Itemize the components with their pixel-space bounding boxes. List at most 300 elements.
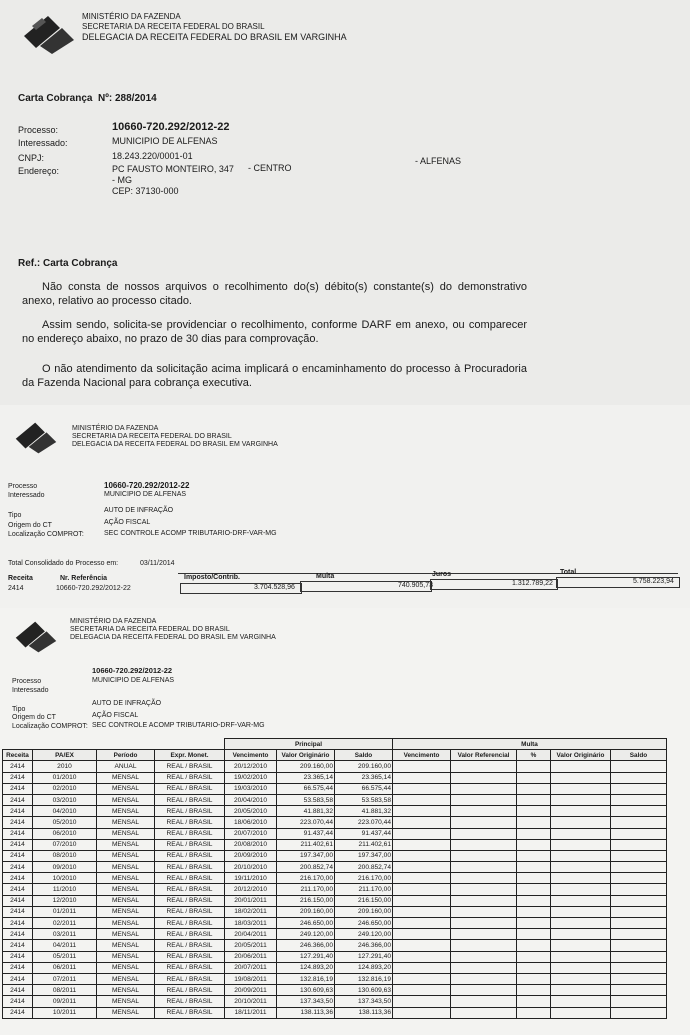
- cell-vencimento: 20/10/2011: [225, 996, 277, 1007]
- paragraph-3: O não atendimento da solicitação acima implicará o encaminhamento do processo à Procuradoria da Fazenda Nacional para cobrança executiva.: [22, 363, 527, 389]
- cell-pa-ex: 07/2010: [33, 839, 97, 850]
- cell-empty: [393, 772, 451, 783]
- cell-empty: [393, 761, 451, 772]
- cell-receita: 2414: [3, 873, 33, 884]
- interested-label: Interessado: [12, 687, 49, 694]
- table-row: [3, 828, 667, 839]
- cell-empty: [551, 996, 611, 1007]
- cell-receita: 2414: [3, 895, 33, 906]
- cell-empty: [393, 996, 451, 1007]
- cell-pa-ex: 03/2011: [33, 929, 97, 940]
- cell-empty: [551, 873, 611, 884]
- cell-expr-monet: REAL / BRASIL: [155, 996, 225, 1007]
- cell-empty: [451, 873, 517, 884]
- cell-saldo: 53.583,58: [335, 794, 393, 805]
- cell-empty: [451, 862, 517, 873]
- cell-empty: [451, 761, 517, 772]
- cell-receita: 2414: [3, 772, 33, 783]
- cell-saldo: 249.120,00: [335, 929, 393, 940]
- cell-pa-ex: 09/2011: [33, 996, 97, 1007]
- cell-empty: [451, 884, 517, 895]
- cell-empty: [451, 940, 517, 951]
- group-principal: Principal: [225, 739, 393, 750]
- cell-empty: [551, 828, 611, 839]
- table-header-row: [3, 750, 667, 761]
- table-row: [3, 918, 667, 929]
- cell-empty: [551, 884, 611, 895]
- cell-saldo: 137.343,50: [335, 996, 393, 1007]
- cell-empty: [611, 895, 667, 906]
- table-row: [3, 962, 667, 973]
- ministry-logo-icon: [22, 14, 76, 56]
- cell-expr-monet: REAL / BRASIL: [155, 839, 225, 850]
- cell-vencimento: 20/09/2011: [225, 985, 277, 996]
- location-label: Localização COMPROT:: [8, 531, 84, 538]
- table-row: [3, 906, 667, 917]
- type-value: AUTO DE INFRAÇÃO: [92, 700, 162, 707]
- cell-periodo: MENSAL: [97, 940, 155, 951]
- col-multa-valor-originario: Valor Originário: [551, 750, 611, 761]
- cell-periodo: MENSAL: [97, 985, 155, 996]
- cell-empty: [451, 962, 517, 973]
- col-receita: Receita: [3, 750, 33, 761]
- cell-empty: [451, 1007, 517, 1018]
- cell-empty: [611, 828, 667, 839]
- cell-pa-ex: 04/2010: [33, 806, 97, 817]
- cell-empty: [451, 828, 517, 839]
- cell-valor-originario: 216.150,00: [277, 895, 335, 906]
- address-state: - MG: [112, 175, 132, 185]
- cell-expr-monet: REAL / BRASIL: [155, 862, 225, 873]
- table-row: [3, 817, 667, 828]
- cell-receita: 2414: [3, 929, 33, 940]
- table-row: [3, 996, 667, 1007]
- cell-expr-monet: REAL / BRASIL: [155, 929, 225, 940]
- table-row: [3, 985, 667, 996]
- cell-empty: [451, 906, 517, 917]
- process-label: Processo: [12, 678, 42, 685]
- cell-empty: [611, 985, 667, 996]
- cell-empty: [393, 918, 451, 929]
- cell-empty: [611, 906, 667, 917]
- col-percent: %: [517, 750, 551, 761]
- col-receita: Receita: [8, 575, 33, 582]
- cell-vencimento: 20/12/2010: [225, 761, 277, 772]
- cell-empty: [611, 783, 667, 794]
- cell-valor-originario: 130.609,63: [277, 985, 335, 996]
- table-row: [3, 850, 667, 861]
- cell-valor-originario: 138.113,36: [277, 1007, 335, 1018]
- cell-periodo: MENSAL: [97, 862, 155, 873]
- cell-periodo: MENSAL: [97, 783, 155, 794]
- ministry-name: MINISTÉRIO DA FAZENDA: [72, 425, 159, 432]
- cell-expr-monet: REAL / BRASIL: [155, 918, 225, 929]
- cell-empty: [551, 973, 611, 984]
- cell-pa-ex: 2010: [33, 761, 97, 772]
- cell-empty: [611, 873, 667, 884]
- cell-empty: [551, 862, 611, 873]
- address-city: - ALFENAS: [415, 156, 462, 166]
- col-multa-vencimento: Vencimento: [393, 750, 451, 761]
- cell-valor-originario: 246.650,00: [277, 918, 335, 929]
- table-row: [3, 929, 667, 940]
- cell-periodo: MENSAL: [97, 895, 155, 906]
- cell-expr-monet: REAL / BRASIL: [155, 940, 225, 951]
- cell-empty: [517, 951, 551, 962]
- cell-periodo: MENSAL: [97, 839, 155, 850]
- process-label: Processo:: [18, 125, 59, 135]
- cell-empty: [611, 996, 667, 1007]
- cell-receita: 2414: [3, 806, 33, 817]
- process-number: 10660-720.292/2012-22: [92, 666, 173, 675]
- cell-pa-ex: 09/2010: [33, 862, 97, 873]
- cell-valor-originario: 132.816,19: [277, 973, 335, 984]
- cell-valor-originario: 209.160,00: [277, 761, 335, 772]
- cell-receita: 2414: [3, 839, 33, 850]
- process-number: 10660-720.292/2012-22: [112, 121, 230, 133]
- cell-pa-ex: 11/2010: [33, 884, 97, 895]
- cell-periodo: MENSAL: [97, 884, 155, 895]
- cell-empty: [517, 828, 551, 839]
- cell-expr-monet: REAL / BRASIL: [155, 951, 225, 962]
- table-row: [3, 940, 667, 951]
- cell-empty: [517, 918, 551, 929]
- cell-empty: [393, 973, 451, 984]
- receita-value: 2414: [8, 585, 24, 592]
- imposto-value: 3.704.528,96: [254, 584, 295, 591]
- cell-empty: [517, 895, 551, 906]
- cell-saldo: 211.170,00: [335, 884, 393, 895]
- cell-empty: [551, 783, 611, 794]
- cell-pa-ex: 08/2011: [33, 985, 97, 996]
- cell-saldo: 216.170,00: [335, 873, 393, 884]
- cell-empty: [611, 839, 667, 850]
- cell-empty: [451, 839, 517, 850]
- cell-saldo: 211.402,61: [335, 839, 393, 850]
- cell-empty: [451, 996, 517, 1007]
- cell-pa-ex: 01/2011: [33, 906, 97, 917]
- cell-empty: [517, 973, 551, 984]
- cell-vencimento: 20/06/2011: [225, 951, 277, 962]
- location-label: Localização COMPROT:: [12, 723, 88, 730]
- cell-valor-originario: 211.402,61: [277, 839, 335, 850]
- cell-vencimento: 18/06/2010: [225, 817, 277, 828]
- referencia-value: 10660-720.292/2012-22: [56, 585, 131, 592]
- cell-empty: [551, 929, 611, 940]
- type-label: Tipo: [12, 706, 26, 713]
- cell-receita: 2414: [3, 996, 33, 1007]
- cell-empty: [393, 895, 451, 906]
- cell-expr-monet: REAL / BRASIL: [155, 772, 225, 783]
- cell-empty: [393, 783, 451, 794]
- group-spacer: [3, 739, 225, 750]
- origin-label: Origem do CT: [8, 522, 52, 529]
- col-valor-referencial: Valor Referencial: [451, 750, 517, 761]
- cell-expr-monet: REAL / BRASIL: [155, 828, 225, 839]
- cell-empty: [551, 1007, 611, 1018]
- cell-empty: [451, 772, 517, 783]
- address-cep: CEP: 37130-000: [112, 186, 179, 196]
- cell-vencimento: 20/04/2010: [225, 794, 277, 805]
- cell-receita: 2414: [3, 985, 33, 996]
- cell-saldo: 216.150,00: [335, 895, 393, 906]
- cell-empty: [393, 962, 451, 973]
- cell-valor-originario: 91.437,44: [277, 828, 335, 839]
- cell-empty: [517, 806, 551, 817]
- cell-empty: [517, 772, 551, 783]
- cell-receita: 2414: [3, 862, 33, 873]
- multa-value: 740.905,73: [398, 582, 434, 589]
- col-referencia: Nr. Referência: [60, 575, 108, 582]
- cell-pa-ex: 01/2010: [33, 772, 97, 783]
- delegacy-name: DELEGACIA DA RECEITA FEDERAL DO BRASIL EM VARGINHA: [82, 32, 347, 42]
- cell-empty: [611, 850, 667, 861]
- cell-receita: 2414: [3, 940, 33, 951]
- cell-empty: [611, 794, 667, 805]
- cell-vencimento: 20/08/2010: [225, 839, 277, 850]
- cell-saldo: 127.291,40: [335, 951, 393, 962]
- cell-vencimento: 20/05/2011: [225, 940, 277, 951]
- cell-valor-originario: 66.575,44: [277, 783, 335, 794]
- ministry-name: MINISTÉRIO DA FAZENDA: [70, 618, 157, 625]
- table-row: [3, 783, 667, 794]
- cell-vencimento: 20/01/2011: [225, 895, 277, 906]
- cell-receita: 2414: [3, 906, 33, 917]
- cell-valor-originario: 216.170,00: [277, 873, 335, 884]
- cell-periodo: MENSAL: [97, 906, 155, 917]
- cell-empty: [611, 973, 667, 984]
- type-label: Tipo: [8, 512, 22, 519]
- cell-expr-monet: REAL / BRASIL: [155, 906, 225, 917]
- letter-header: [82, 12, 347, 42]
- cell-empty: [451, 783, 517, 794]
- cell-vencimento: 20/10/2010: [225, 862, 277, 873]
- cell-pa-ex: 05/2011: [33, 951, 97, 962]
- cell-empty: [611, 929, 667, 940]
- cell-empty: [551, 850, 611, 861]
- secretariat-name: SECRETARIA DA RECEITA FEDERAL DO BRASIL: [70, 626, 230, 633]
- cell-empty: [611, 951, 667, 962]
- group-multa: Multa: [393, 739, 667, 750]
- cnpj-label: CNPJ:: [18, 153, 45, 163]
- cell-vencimento: 20/07/2011: [225, 962, 277, 973]
- cell-empty: [517, 850, 551, 861]
- cell-empty: [517, 794, 551, 805]
- cell-empty: [393, 817, 451, 828]
- cell-expr-monet: REAL / BRASIL: [155, 850, 225, 861]
- table-row: [3, 895, 667, 906]
- col-valor-originario: Valor Originário: [277, 750, 335, 761]
- ministry-name: MINISTÉRIO DA FAZENDA: [82, 12, 181, 21]
- cell-empty: [551, 906, 611, 917]
- cell-pa-ex: 06/2010: [33, 828, 97, 839]
- cell-receita: 2414: [3, 962, 33, 973]
- cell-empty: [517, 862, 551, 873]
- cell-pa-ex: 04/2011: [33, 940, 97, 951]
- cell-empty: [551, 895, 611, 906]
- cell-vencimento: 20/09/2010: [225, 850, 277, 861]
- cell-empty: [517, 929, 551, 940]
- address-street: PC FAUSTO MONTEIRO, 347: [112, 164, 234, 174]
- cnpj-value: 18.243.220/0001-01: [112, 151, 193, 161]
- cell-periodo: MENSAL: [97, 918, 155, 929]
- cell-empty: [611, 918, 667, 929]
- cell-empty: [611, 772, 667, 783]
- cell-expr-monet: REAL / BRASIL: [155, 962, 225, 973]
- reference-line: Ref.: Carta Cobrança: [18, 258, 118, 269]
- ministry-logo-icon: [14, 620, 58, 654]
- cell-empty: [551, 951, 611, 962]
- origin-value: AÇÃO FISCAL: [92, 712, 139, 719]
- cell-valor-originario: 246.366,00: [277, 940, 335, 951]
- cell-empty: [393, 940, 451, 951]
- cell-empty: [393, 794, 451, 805]
- cell-empty: [451, 895, 517, 906]
- cell-saldo: 23.365,14: [335, 772, 393, 783]
- letter-page: [0, 0, 690, 405]
- process-number: 10660-720.292/2012-22: [104, 481, 190, 490]
- type-value: AUTO DE INFRAÇÃO: [104, 507, 174, 514]
- cell-periodo: MENSAL: [97, 794, 155, 805]
- cell-receita: 2414: [3, 1007, 33, 1018]
- table-row: [3, 794, 667, 805]
- cell-empty: [551, 839, 611, 850]
- cell-empty: [611, 884, 667, 895]
- col-imposto: Imposto/Contrib.: [184, 574, 240, 581]
- cell-empty: [517, 761, 551, 772]
- cell-periodo: MENSAL: [97, 996, 155, 1007]
- cell-empty: [551, 794, 611, 805]
- cell-saldo: 130.609,63: [335, 985, 393, 996]
- cell-empty: [451, 850, 517, 861]
- cell-valor-originario: 223.070,44: [277, 817, 335, 828]
- cell-empty: [451, 951, 517, 962]
- process-label: Processo: [8, 483, 38, 490]
- interested-name: MUNICIPIO DE ALFENAS: [92, 677, 175, 684]
- cell-periodo: MENSAL: [97, 873, 155, 884]
- location-value: SEC CONTROLE ACOMP TRIBUTARIO-DRF-VAR-MG: [92, 722, 265, 729]
- cell-periodo: MENSAL: [97, 962, 155, 973]
- cell-empty: [393, 873, 451, 884]
- cell-empty: [551, 772, 611, 783]
- cell-empty: [393, 862, 451, 873]
- cell-empty: [451, 973, 517, 984]
- detail-header: [70, 618, 276, 642]
- cell-empty: [517, 839, 551, 850]
- cell-saldo: 41.881,32: [335, 806, 393, 817]
- cell-empty: [611, 806, 667, 817]
- cell-valor-originario: 200.852,74: [277, 862, 335, 873]
- cell-saldo: 246.366,00: [335, 940, 393, 951]
- col-pa-ex: PA/EX: [33, 750, 97, 761]
- juros-value: 1.312.789,22: [512, 580, 553, 587]
- location-value: SEC CONTROLE ACOMP TRIBUTARIO-DRF-VAR-MG: [104, 530, 277, 537]
- cell-periodo: MENSAL: [97, 929, 155, 940]
- cell-empty: [517, 783, 551, 794]
- cell-valor-originario: 53.583,58: [277, 794, 335, 805]
- cell-valor-originario: 124.893,20: [277, 962, 335, 973]
- cell-valor-originario: 197.347,00: [277, 850, 335, 861]
- cell-empty: [393, 850, 451, 861]
- secretariat-name: SECRETARIA DA RECEITA FEDERAL DO BRASIL: [82, 22, 265, 31]
- cell-periodo: MENSAL: [97, 817, 155, 828]
- cell-empty: [517, 873, 551, 884]
- cell-empty: [517, 817, 551, 828]
- detail-page: [0, 608, 690, 1035]
- col-multa-saldo: Saldo: [611, 750, 667, 761]
- table-body: [3, 761, 667, 1018]
- cell-pa-ex: 12/2010: [33, 895, 97, 906]
- letter-number: Nº: 288/2014: [98, 93, 157, 104]
- table-row: [3, 873, 667, 884]
- cell-empty: [517, 906, 551, 917]
- col-vencimento: Vencimento: [225, 750, 277, 761]
- col-total: Total: [560, 569, 577, 576]
- cell-expr-monet: REAL / BRASIL: [155, 973, 225, 984]
- col-saldo: Saldo: [335, 750, 393, 761]
- cell-vencimento: 18/11/2011: [225, 1007, 277, 1018]
- cell-empty: [611, 1007, 667, 1018]
- delegacy-name: DELEGACIA DA RECEITA FEDERAL DO BRASIL EM VARGINHA: [70, 634, 276, 641]
- cell-empty: [393, 828, 451, 839]
- cell-vencimento: 19/08/2011: [225, 973, 277, 984]
- total-value: 5.758.223,94: [633, 578, 674, 585]
- col-juros: Juros: [432, 571, 452, 578]
- cell-empty: [517, 940, 551, 951]
- cell-expr-monet: REAL / BRASIL: [155, 873, 225, 884]
- cell-receita: 2414: [3, 884, 33, 895]
- cell-periodo: MENSAL: [97, 850, 155, 861]
- summary-header: [72, 425, 278, 449]
- cell-empty: [451, 918, 517, 929]
- cell-saldo: 132.816,19: [335, 973, 393, 984]
- cell-valor-originario: 23.365,14: [277, 772, 335, 783]
- cell-empty: [611, 962, 667, 973]
- cell-pa-ex: 05/2010: [33, 817, 97, 828]
- cell-empty: [451, 985, 517, 996]
- ministry-logo-icon: [14, 421, 58, 455]
- cell-empty: [451, 794, 517, 805]
- cell-saldo: 209.160,00: [335, 761, 393, 772]
- cell-periodo: MENSAL: [97, 772, 155, 783]
- cell-empty: [551, 817, 611, 828]
- cell-receita: 2414: [3, 828, 33, 839]
- cell-saldo: 124.893,20: [335, 962, 393, 973]
- col-periodo: Período: [97, 750, 155, 761]
- cell-receita: 2414: [3, 918, 33, 929]
- address-district: - CENTRO: [248, 163, 292, 173]
- cell-valor-originario: 127.291,40: [277, 951, 335, 962]
- cell-expr-monet: REAL / BRASIL: [155, 1007, 225, 1018]
- cell-vencimento: 18/03/2011: [225, 918, 277, 929]
- interested-name: MUNICIPIO DE ALFENAS: [104, 491, 187, 498]
- cell-periodo: MENSAL: [97, 973, 155, 984]
- origin-label: Origem do CT: [12, 714, 56, 721]
- cell-pa-ex: 10/2010: [33, 873, 97, 884]
- cell-saldo: 91.437,44: [335, 828, 393, 839]
- cell-empty: [393, 906, 451, 917]
- cell-valor-originario: 137.343,50: [277, 996, 335, 1007]
- cell-periodo: MENSAL: [97, 1007, 155, 1018]
- cell-pa-ex: 02/2011: [33, 918, 97, 929]
- cell-empty: [393, 806, 451, 817]
- cell-periodo: MENSAL: [97, 806, 155, 817]
- cell-empty: [517, 1007, 551, 1018]
- table-row: [3, 951, 667, 962]
- cell-valor-originario: 211.170,00: [277, 884, 335, 895]
- table-row: [3, 973, 667, 984]
- cell-vencimento: 20/05/2010: [225, 806, 277, 817]
